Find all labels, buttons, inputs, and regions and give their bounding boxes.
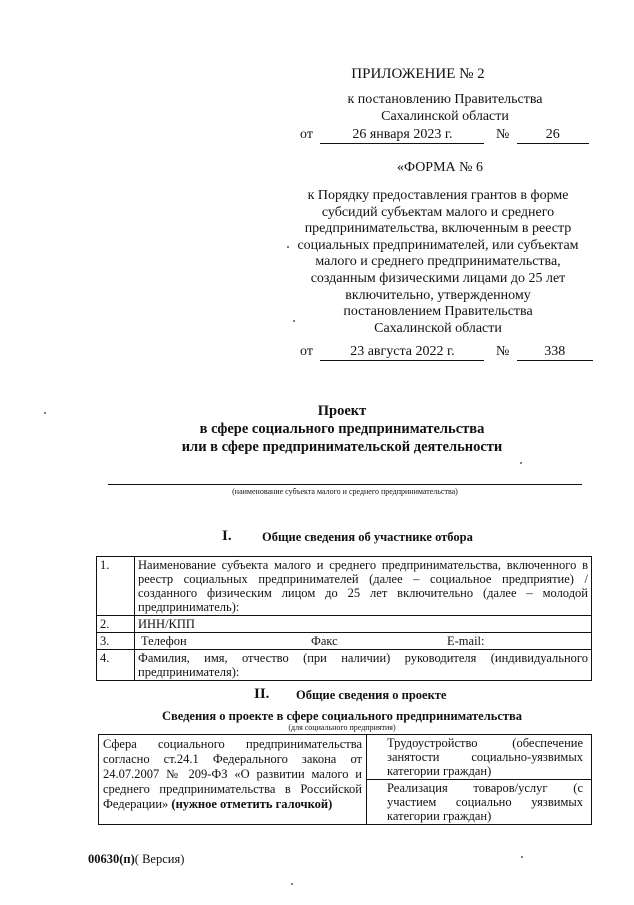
appendix-line1: к постановлению Правительства xyxy=(347,92,543,107)
subject-name-line[interactable] xyxy=(108,484,582,485)
table-row xyxy=(99,735,592,780)
appendix-title: ПРИЛОЖЕНИЕ № 2 xyxy=(351,66,485,82)
heading-line3: или в сфере предпринимательской деятельности xyxy=(181,439,503,455)
row-text[interactable]: ИНН/КПП xyxy=(135,616,592,633)
phone-label: Телефон xyxy=(141,634,187,648)
form-number: 338 xyxy=(517,344,593,361)
form-line: предпринимательства, включенным в реестр xyxy=(304,221,572,237)
subject-caption: (наименование субъекта малого и среднего предпринимательства) xyxy=(232,487,458,496)
project-heading xyxy=(100,402,584,456)
option-sales[interactable]: Реализация товаров/услуг (с участием социально уязвимых категории граждан) xyxy=(367,780,592,825)
sphere-text: Сфера социального предпринимательства согласно ст.24.1 Федерального закона от 24.07.2007 № 209-ФЗ «О развитии малого и среднего предпринимательства в Российской Федерации» xyxy=(103,737,362,811)
form-line: включительно, утвержденному xyxy=(345,287,531,303)
participant-table xyxy=(96,556,592,681)
form-num-label: № xyxy=(495,344,510,359)
section1-numeral: I. xyxy=(222,528,232,544)
row-num: 2. xyxy=(97,616,135,633)
option-employment[interactable]: Трудоустройство (обеспечение занятости социально-уязвимых категории граждан) xyxy=(367,735,592,780)
project-table xyxy=(98,734,592,825)
appendix-date: 26 января 2023 г. xyxy=(320,127,484,144)
scan-speck xyxy=(44,412,46,414)
form-line: социальных предпринимателей, или субъектам xyxy=(297,237,579,253)
form-line: Сахалинской области xyxy=(374,320,502,336)
sphere-cell xyxy=(99,735,367,825)
scan-speck xyxy=(291,883,293,885)
heading-line1: Проект xyxy=(317,403,367,419)
sphere-instruction: (нужное отметить галочкой) xyxy=(171,797,333,811)
form-line: созданным физическими лицами до 25 лет xyxy=(310,270,566,286)
table-row xyxy=(97,650,592,681)
form-date-row xyxy=(300,344,593,361)
row-text[interactable]: Фамилия, имя, отчество (при наличии) руководителя (индивидуального предпринимателя): xyxy=(135,650,592,681)
appendix-date-row xyxy=(300,127,589,144)
form-line: к Порядку предоставления грантов в форме xyxy=(307,188,569,203)
form-description xyxy=(282,188,594,337)
scan-speck xyxy=(520,462,522,464)
footer xyxy=(88,852,184,866)
section1-title: Общие сведения об участнике отбора xyxy=(262,530,473,544)
form-line: субсидий субъектам малого и среднего xyxy=(321,204,555,220)
section2-subtitle: Сведения о проекте в сфере социального предпринимательства xyxy=(161,709,523,723)
footer-version: ( Версия) xyxy=(134,852,185,866)
form-title: «ФОРМА № 6 xyxy=(396,160,484,175)
email-label: E-mail: xyxy=(447,634,485,648)
form-date: 23 августа 2022 г. xyxy=(320,344,484,361)
section2-title: Общие сведения о проекте xyxy=(296,688,447,702)
row-num: 1. xyxy=(97,557,135,616)
section2-numeral: II. xyxy=(254,686,270,702)
scan-speck xyxy=(293,320,295,322)
scan-speck xyxy=(521,856,523,858)
row-num: 3. xyxy=(97,633,135,650)
contacts-cell[interactable] xyxy=(135,633,592,650)
form-line: постановлением Правительства xyxy=(343,304,533,320)
table-row xyxy=(97,616,592,633)
appendix-number: 26 xyxy=(517,127,589,144)
footer-code: 00630(п) xyxy=(88,852,135,866)
appendix-num-label: № xyxy=(495,127,510,142)
appendix-from-label: от xyxy=(300,127,313,142)
appendix-line2: Сахалинской области xyxy=(381,109,509,124)
row-num: 4. xyxy=(97,650,135,681)
section2-subtitle-note: (для социального предприятия) xyxy=(288,723,396,732)
table-row xyxy=(97,633,592,650)
form-from-label: от xyxy=(300,344,313,359)
form-line: малого и среднего предпринимательства, xyxy=(315,254,561,270)
scan-speck xyxy=(287,246,289,248)
heading-line2: в сфере социального предпринимательства xyxy=(199,421,485,437)
fax-label: Факс xyxy=(311,634,338,648)
row-text[interactable]: Наименование субъекта малого и среднего предпринимательства, включенного в реестр социальных предпринимателей (далее – социальное предприятие) /созданного физическим лицом до 25 лет включительно (далее – молодой предприниматель): xyxy=(135,557,592,616)
table-row xyxy=(97,557,592,616)
